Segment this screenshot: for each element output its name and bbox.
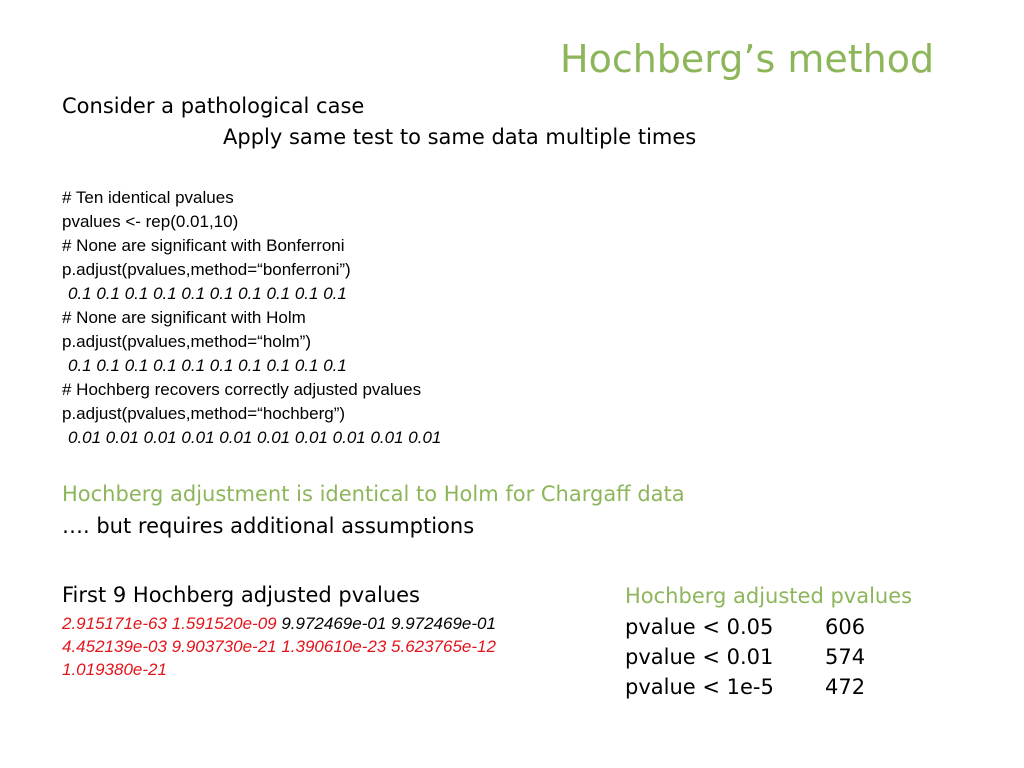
summary-caveat: …. but requires additional assumptions [62, 514, 475, 538]
pvalue-5: 4.452139e-03 [62, 637, 167, 656]
threshold-label: pvalue < 0.05 [625, 615, 774, 639]
pvalue-3: 9.972469e-01 [281, 614, 387, 633]
threshold-label: pvalue < 0.01 [625, 645, 774, 669]
code-statement: pvalues <- rep(0.01,10) [62, 212, 239, 231]
table-row [625, 642, 865, 672]
code-comment: # None are significant with Holm [62, 308, 306, 327]
threshold-count: 574 [825, 645, 866, 669]
table-row [625, 612, 865, 642]
first-nine-values [62, 612, 552, 681]
pvalue-6: 9.903730e-21 [171, 637, 277, 656]
code-comment: # Ten identical pvalues [62, 188, 234, 207]
first-nine-heading: First 9 Hochberg adjusted pvalues [62, 583, 420, 607]
code-result: 0.01 0.01 0.01 0.01 0.01 0.01 0.01 0.01 0.01 0.01 [68, 428, 442, 447]
adjusted-counts-heading: Hochberg adjusted pvalues [625, 584, 913, 608]
threshold-label: pvalue < 1e-5 [625, 675, 774, 699]
pvalue-1: 2.915171e-63 [62, 614, 167, 633]
threshold-count: 606 [825, 615, 866, 639]
code-result: 0.1 0.1 0.1 0.1 0.1 0.1 0.1 0.1 0.1 0.1 [68, 284, 347, 303]
table-row [625, 672, 865, 702]
intro-subline: Apply same test to same data multiple times [223, 125, 697, 149]
pvalue-2: 1.591520e-09 [171, 614, 277, 633]
summary-highlight: Hochberg adjustment is identical to Holm for Chargaff data [62, 482, 685, 506]
code-result: 0.1 0.1 0.1 0.1 0.1 0.1 0.1 0.1 0.1 0.1 [68, 356, 347, 375]
slide-title: Hochberg’s method [560, 37, 935, 81]
threshold-count: 472 [825, 675, 866, 699]
pvalue-7: 1.390610e-23 [281, 637, 387, 656]
pvalue-9: 1.019380e-21 [62, 660, 167, 679]
code-comment: # Hochberg recovers correctly adjusted pvalues [62, 380, 422, 399]
code-comment: # None are significant with Bonferroni [62, 236, 345, 255]
intro-line: Consider a pathological case [62, 94, 365, 118]
code-block [62, 186, 441, 450]
pvalue-4: 9.972469e-01 [391, 614, 496, 633]
code-statement: p.adjust(pvalues,method=“bonferroni”) [62, 260, 351, 279]
adjusted-counts-table [625, 612, 865, 702]
code-statement: p.adjust(pvalues,method=“hochberg”) [62, 404, 346, 423]
code-statement: p.adjust(pvalues,method=“holm”) [62, 332, 311, 351]
pvalue-8: 5.623765e-12 [391, 637, 496, 656]
